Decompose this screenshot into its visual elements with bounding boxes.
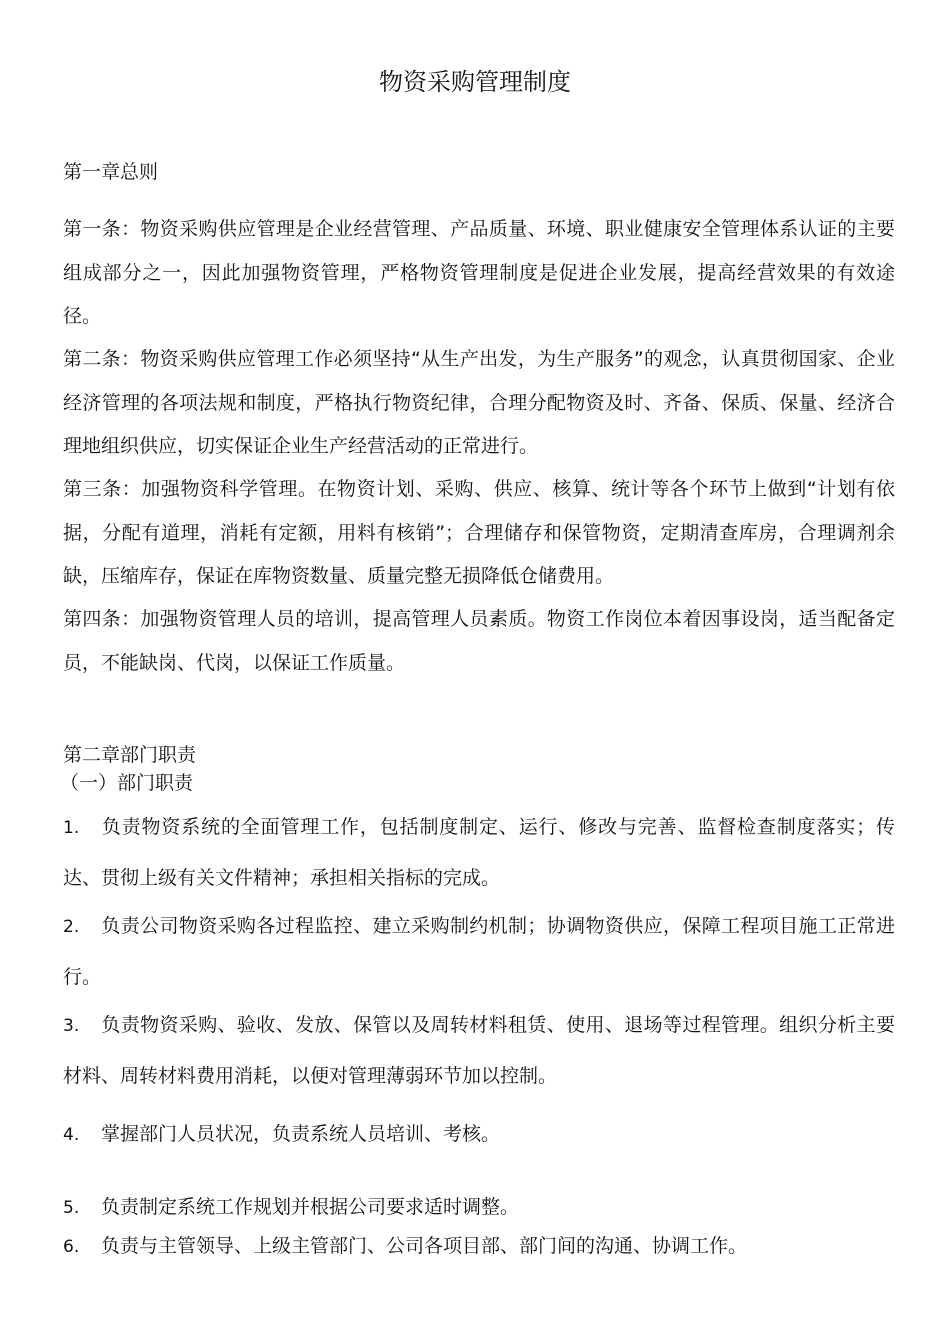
list-item-number: 3. bbox=[63, 1016, 80, 1036]
article-1: 第一条：物资采购供应管理是企业经营管理、产品质量、环境、职业健康安全管理体系认证的主要组成部分之一，因此加强物资管理，严格物资管理制度是促进企业发展，提高经营效果的有效途径。 bbox=[63, 218, 895, 327]
list-item-number: 2. bbox=[63, 917, 80, 937]
article-2: 第二条：物资采购供应管理工作必须坚持“从生产出发，为生产服务”的观念，认真贯彻国家、企业经济管理的各项法规和制度，严格执行物资纪律，合理分配物资及时、齐备、保质、保量、经济合理地组织供应，切实保证企业生产经营活动的正常进行。 bbox=[63, 348, 895, 457]
document-title: 物资采购管理制度 bbox=[379, 68, 571, 96]
chapter-2-heading: 第二章部门职责 bbox=[63, 744, 197, 766]
list-item-1 bbox=[63, 802, 895, 903]
list-item-2 bbox=[63, 901, 895, 1002]
list-item-text: 负责物资采购、验收、发放、保管以及周转材料租赁、使用、退场等过程管理。组织分析主要材料、周转材料费用消耗，以便对管理薄弱环节加以控制。 bbox=[63, 1014, 895, 1087]
list-item-3 bbox=[63, 1000, 895, 1101]
article-4: 第四条：加强物资管理人员的培训，提高管理人员素质。物资工作岗位本着因事设岗，适当配备定员，不能缺岗、代岗，以保证工作质量。 bbox=[63, 608, 895, 674]
list-item-6 bbox=[63, 1232, 895, 1261]
list-item-text: 负责制定系统工作规划并根据公司要求适时调整。 bbox=[101, 1196, 520, 1218]
list-item-number: 4. bbox=[63, 1125, 80, 1145]
article-3: 第三条：加强物资科学管理。在物资计划、采购、供应、核算、统计等各个环节上做到“计划有依据，分配有道理，消耗有定额，用料有核销”；合理储存和保管物资，定期清查库房，合理调剂余缺，压缩库存，保证在库物资数量、质量完整无损降低仓储费用。 bbox=[63, 478, 895, 587]
list-item-number: 5. bbox=[63, 1198, 80, 1218]
list-item-5 bbox=[63, 1193, 895, 1222]
chapter-1-heading: 第一章总则 bbox=[63, 161, 159, 183]
list-item-number: 1. bbox=[63, 818, 80, 838]
chapter-2-subheading: （一）部门职责 bbox=[60, 772, 194, 794]
list-item-4 bbox=[63, 1120, 895, 1149]
list-item-text: 掌握部门人员状况，负责系统人员培训、考核。 bbox=[101, 1123, 501, 1145]
list-item-text: 负责与主管领导、上级主管部门、公司各项目部、部门间的沟通、协调工作。 bbox=[101, 1235, 748, 1257]
list-item-number: 6. bbox=[63, 1237, 80, 1257]
list-item-text: 负责物资系统的全面管理工作，包括制度制定、运行、修改与完善、监督检查制度落实；传达、贯彻上级有关文件精神；承担相关指标的完成。 bbox=[63, 816, 895, 889]
list-item-text: 负责公司物资采购各过程监控、建立采购制约机制；协调物资供应，保障工程项目施工正常进行。 bbox=[63, 915, 895, 988]
